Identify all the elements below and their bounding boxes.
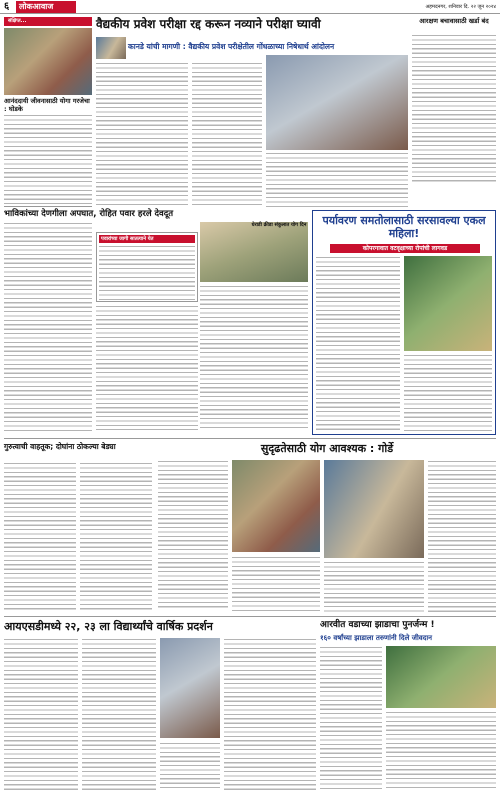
protest-photo <box>266 55 408 150</box>
pawar-text <box>200 285 308 430</box>
brief2-text <box>4 222 92 432</box>
right-top-title: आरक्षण बचावासाठी खर्डा बंद <box>419 17 489 25</box>
pawar-box <box>96 232 198 302</box>
bottom-left-text2 <box>82 638 156 791</box>
lead-subheadline: कानडे यांची मागणी : वैद्यकीय प्रवेश परीक्षेतील गोंधळाच्या निषेधार्थ आंदोलन <box>128 42 335 51</box>
mid-left-text1 <box>4 462 76 612</box>
env-subheadline: कोपरगावात वटवृक्षाच्या रोपांची लागवड <box>330 244 480 253</box>
bottom-left-text4 <box>224 638 316 791</box>
env-text-col2 <box>404 354 492 431</box>
banyan-tree-photo <box>386 646 496 708</box>
mid-right-text <box>428 460 496 612</box>
pawar-text-2 <box>96 305 198 430</box>
mid-center-text1 <box>158 460 228 610</box>
mid-left-text2 <box>80 462 152 612</box>
bottom-right-subtitle: १६० वर्षांच्या झाडाला तरुणांनी दिले जीवदान <box>320 634 433 642</box>
bottom-left-title: आयएसडीमध्ये २२, २३ ला विद्यार्थ्यांचे वार्षिक प्रदर्शन <box>4 620 213 633</box>
pawar-box-text <box>99 245 195 300</box>
brief1-text <box>4 114 92 204</box>
yoga-photo <box>4 28 92 95</box>
water-tank-photo <box>200 222 308 282</box>
bottom-right-text1 <box>320 646 382 791</box>
yoga-group-photo <box>324 460 424 558</box>
tree-planting-photo <box>404 256 492 351</box>
pawar-box-title: पवारांच्या जागी सातत्याने येत <box>99 235 195 243</box>
lead-text-col2 <box>192 62 262 207</box>
mid-left-title: गुरुत्वाची वाहतूक; दोघांना ठोकल्या बेड्या <box>4 442 116 451</box>
bottom-left-text1 <box>4 638 78 791</box>
brief2-title: भाविकांच्या देणगीला अपघात, रोहित पवार हरले देवदूत <box>4 209 174 219</box>
lead-text-col3 <box>266 152 408 207</box>
lead-headline: वैद्यकीय प्रवेश परीक्षा रद्द करून नव्याने परीक्षा घ्यावी <box>96 17 321 31</box>
yoga-rally-photo <box>232 460 320 552</box>
brief1-title: आनंददायी जीवनासाठी योगा गरजेचा : घोडके <box>4 97 90 113</box>
divider <box>4 206 92 207</box>
section-tag: संक्षिप्त... <box>4 17 92 26</box>
mid-center-text2 <box>232 556 320 612</box>
section-divider <box>4 438 496 439</box>
lead-text-col1 <box>96 62 188 207</box>
env-headline: पर्यावरण समतोलासाठी सरसावल्या एकल महिला! <box>322 214 486 240</box>
headshot-photo <box>96 37 126 59</box>
sports-sub-title: धेराडी क्रीडा संकुलात योग दिन <box>251 222 307 228</box>
env-text-col1 <box>316 256 400 431</box>
exhibition-photo <box>160 638 220 738</box>
dateline: अहमदनगर, शनिवार दि. २२ जून २०२४ <box>425 4 496 10</box>
bottom-left-text3 <box>160 742 220 791</box>
section-divider-2 <box>4 616 496 617</box>
page-number: ६ <box>4 1 10 12</box>
paper-logo: लोकआवाज <box>16 1 76 13</box>
right-top-text <box>412 34 496 184</box>
bottom-right-title: आरवीत वडाच्या झाडाचा पुनर्जन्म ! <box>320 620 435 630</box>
mid-center-text3 <box>324 561 424 612</box>
mid-center-title: सुदृढतेसाठी योग आवश्यक : गोर्डे <box>260 442 394 455</box>
bottom-right-text2 <box>386 711 496 791</box>
